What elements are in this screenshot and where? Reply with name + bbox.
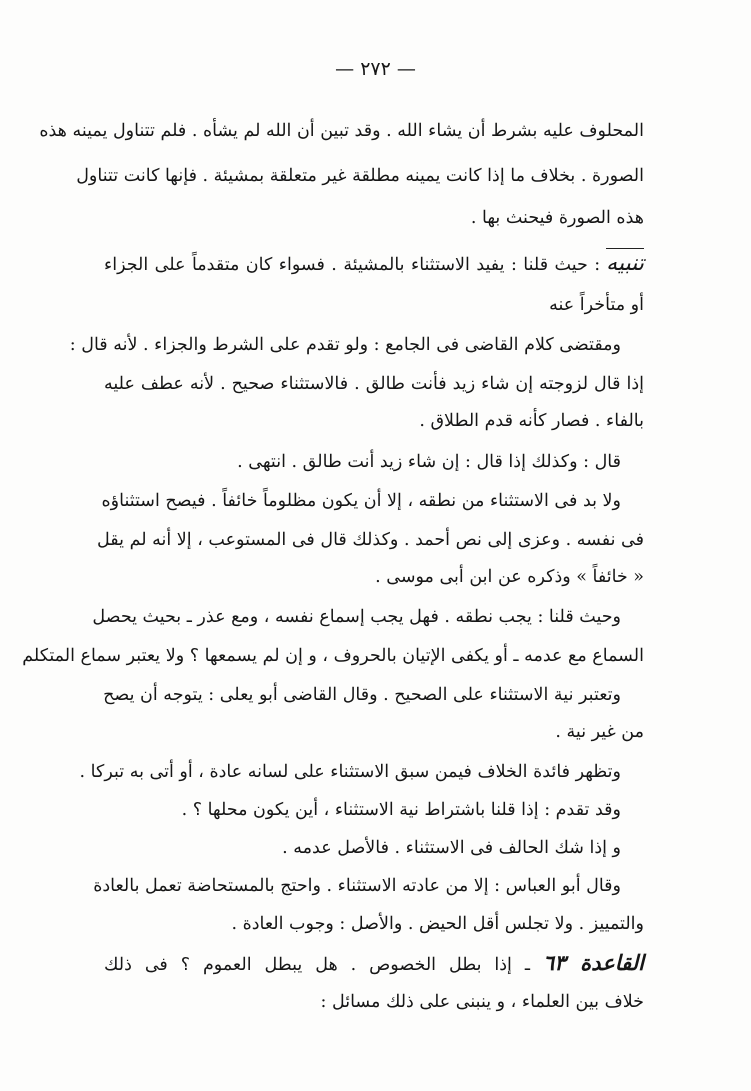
text-line: وقال أبو العباس : إلا من عادته الاستثناء . واحتج بالمستحاضة تعمل بالعادة (93, 876, 621, 896)
text-line: وتعتبر نية الاستثناء على الصحيح . وقال القاضى أبو يعلى : يتوجه أن يصح (103, 685, 621, 705)
text-line: السماع مع عدمه ـ أو يكفى الإتيان بالحروف ، و إن لم يسمعها ؟ ولا يعتبر سماع المتكلم (22, 646, 644, 666)
text-line: قال : وكذلك إذا قال : إن شاء زيد أنت طالق . انتهى . (237, 452, 621, 472)
text-line: والتمييز . ولا تجلس أقل الحيض . والأصل : وجوب العادة . (231, 914, 644, 934)
text-line: وقد تقدم : إذا قلنا باشتراط نية الاستثناء ، أين يكون محلها ؟ . (181, 800, 621, 820)
rule-label: القاعدة ٦٣ (542, 950, 644, 975)
text-line: خلاف بين العلماء ، و ينبنى على ذلك مسائل : (320, 992, 644, 1012)
text-line: المحلوف عليه بشرط أن يشاء الله . وقد تبين أن الله لم يشأه . فلم تتناول يمينه هذه (39, 121, 644, 141)
text-line: وحيث قلنا : يجب نطقه . فهل يجب إسماع نفسه ، ومع عذر ـ بحيث يحصل (92, 607, 621, 627)
text-line: وتظهر فائدة الخلاف فيمن سبق الاستثناء على لسانه عادة ، أو أتى به تبركا . (79, 762, 621, 782)
text-line: فى نفسه . وعزى إلى نص أحمد . وكذلك قال فى المستوعب ، إلا أنه لم يقل (97, 530, 644, 550)
text-line: هذه الصورة فيحنث بها . (470, 208, 644, 228)
text-line: و إذا شك الحالف فى الاستثناء . فالأصل عدمه . (282, 838, 621, 858)
note-label: تنبيه (606, 248, 644, 277)
page-number: — ٢٧٢ — (335, 58, 416, 80)
text-line: بالفاء . فصار كأنه قدم الطلاق . (419, 411, 644, 431)
text-line: أو متأخراً عنه (549, 295, 644, 315)
text-line: « خائفاً » وذكره عن ابن أبى موسى . (375, 567, 644, 587)
note-heading-line: تنبيه: حيث قلنا : يفيد الاستثناء بالمشيئة . فسواء كان متقدماً على الجزاء (104, 248, 644, 278)
text-line: من غير نية . (555, 722, 644, 742)
text-line: الصورة . بخلاف ما إذا كانت يمينه مطلقة غير متعلقة بمشيئة . فإنها كانت تتناول (76, 166, 644, 186)
text-line: إذا قال لزوجته إن شاء زيد فأنت طالق . فالاستثناء صحيح . لأنه عطف عليه (104, 374, 644, 394)
text-line: ومقتضى كلام القاضى فى الجامع : ولو تقدم على الشرط والجزاء . لأنه قال : (69, 335, 621, 355)
text-line: ولا بد فى الاستثناء من نطقه ، إلا أن يكون مظلوماً خائفاً . فيصح استثناؤه (101, 491, 621, 511)
rule-heading-line: القاعدة ٦٣ ـ إذا بطل الخصوص . هل يبطل العموم ؟ فى ذلك (104, 950, 644, 975)
